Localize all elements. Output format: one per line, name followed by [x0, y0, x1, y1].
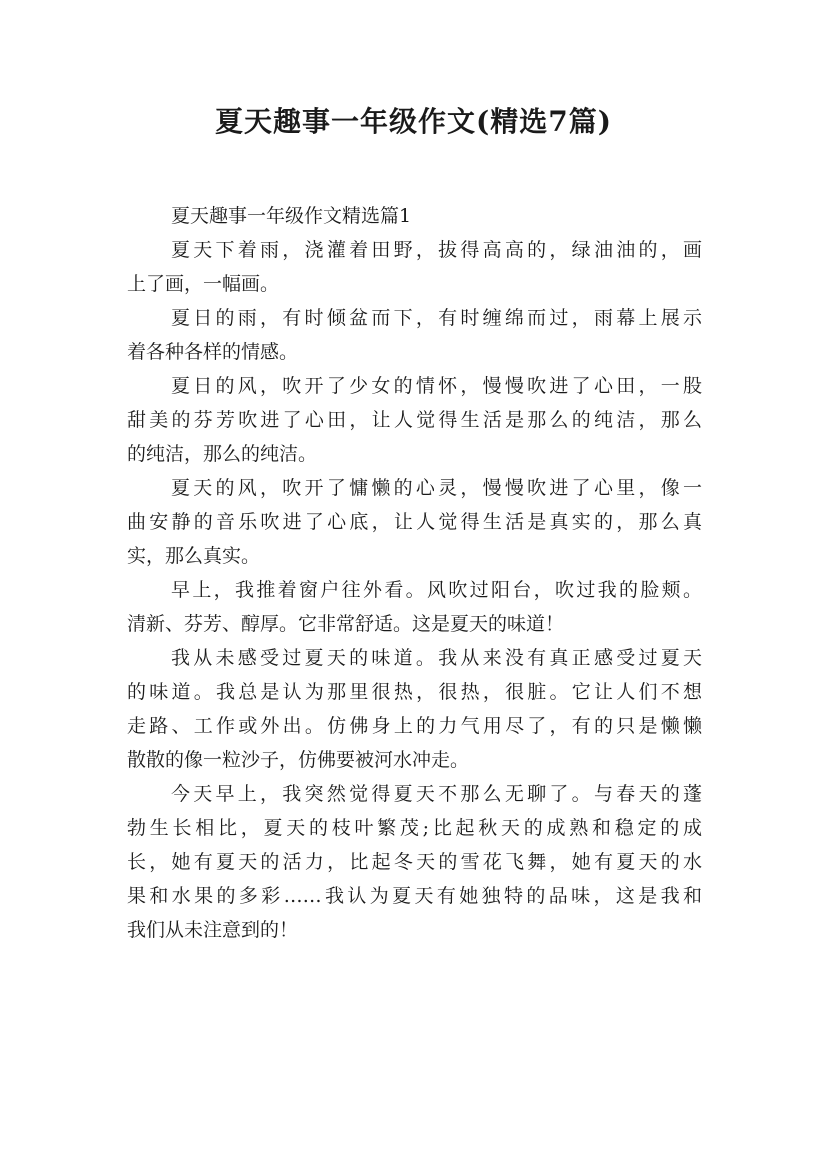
text-line: 着各种各样的情感。 — [127, 341, 299, 363]
text-line: 夏天的风，吹开了慵懒的心灵，慢慢吹进了心里，像一 — [171, 477, 702, 499]
document-title: 夏天趣事一年级作文(精选7篇) — [215, 105, 612, 138]
text-line: 散散的像一粒沙子，仿佛要被河水冲走。 — [127, 749, 470, 771]
text-line: 清新、芬芳、醇厚。它非常舒适。这是夏天的味道！ — [127, 613, 565, 635]
text-line: 实，那么真实。 — [127, 545, 261, 567]
text-line: 夏天趣事一年级作文精选篇1 — [171, 205, 412, 227]
text-line: 今天早上，我突然觉得夏天不那么无聊了。与春天的蓬 — [171, 783, 702, 805]
text-line: 的纯洁，那么的纯洁。 — [127, 443, 318, 465]
document-body — [127, 199, 702, 947]
text-line: 勃生长相比，夏天的枝叶繁茂;比起秋天的成熟和稳定的成 — [127, 817, 702, 839]
text-line: 我们从未注意到的！ — [127, 919, 299, 941]
text-line: 的味道。我总是认为那里很热，很热，很脏。它让人们不想 — [127, 681, 702, 703]
text-line: 长，她有夏天的活力，比起冬天的雪花飞舞，她有夏天的水 — [127, 851, 702, 873]
text-line: 早上，我推着窗户往外看。风吹过阳台，吹过我的脸颊。 — [171, 579, 702, 601]
text-line: 上了画，一幅画。 — [127, 273, 280, 295]
text-line: 果和水果的多彩……我认为夏天有她独特的品味，这是我和 — [127, 885, 702, 907]
text-line: 曲安静的音乐吹进了心底，让人觉得生活是真实的，那么真 — [127, 511, 702, 533]
text-line: 夏天下着雨，浇灌着田野，拔得高高的，绿油油的，画 — [171, 239, 702, 261]
text-line: 夏日的雨，有时倾盆而下，有时缠绵而过，雨幕上展示 — [171, 307, 702, 329]
text-line: 走路、工作或外出。仿佛身上的力气用尽了，有的只是懒懒 — [127, 715, 702, 737]
text-line: 夏日的风，吹开了少女的情怀，慢慢吹进了心田，一股 — [171, 375, 702, 397]
text-line: 我从未感受过夏天的味道。我从来没有真正感受过夏天 — [171, 647, 702, 669]
text-line: 甜美的芬芳吹进了心田，让人觉得生活是那么的纯洁，那么 — [127, 409, 702, 431]
